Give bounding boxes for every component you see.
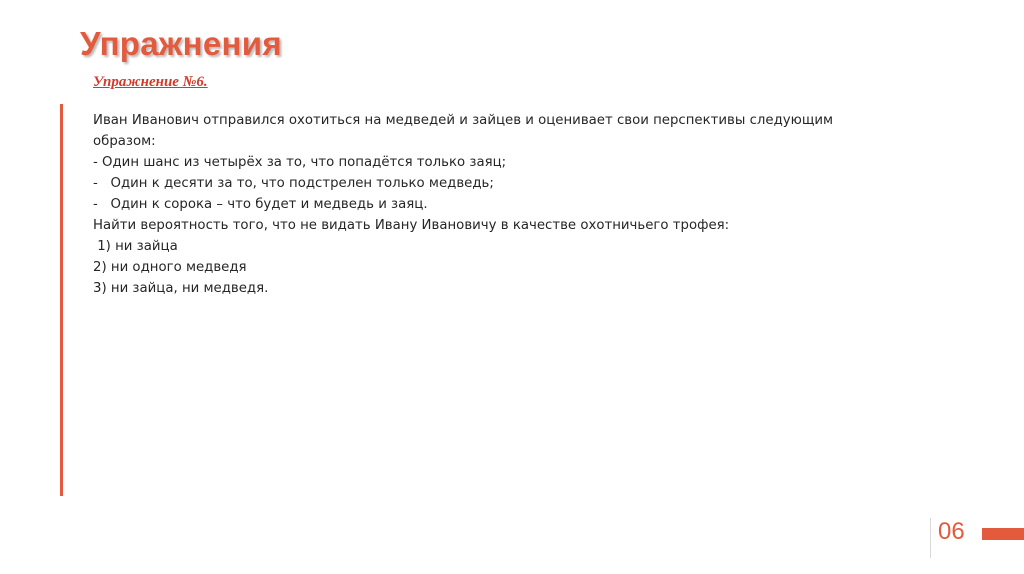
paragraph-line: - Один шанс из четырёх за то, что попадётся только заяц; bbox=[93, 155, 507, 170]
paragraph-line: Найти вероятность того, что не видать Ивану Ивановичу в качестве охотничьего трофея: bbox=[93, 218, 730, 233]
accent-vertical-line bbox=[60, 104, 63, 496]
paragraph-line: - Один к десяти за то, что подстрелен только медведь; bbox=[93, 176, 494, 191]
slide-title: Упражнения bbox=[80, 25, 282, 62]
list-item: 2) ни одного медведя bbox=[93, 260, 247, 275]
page-accent-bar bbox=[982, 528, 1024, 540]
exercise-body bbox=[93, 110, 873, 299]
paragraph-line: - Один к сорока – что будет и медведь и заяц. bbox=[93, 197, 428, 212]
footer-divider bbox=[930, 518, 931, 558]
exercise-heading: Упражнение №6. bbox=[93, 74, 208, 90]
paragraph-line: Иван Иванович отправился охотиться на медведей и зайцев и оценивает свои перспективы следующим bbox=[93, 113, 834, 128]
list-item: 1) ни зайца bbox=[93, 239, 178, 254]
paragraph-line: образом: bbox=[93, 134, 156, 149]
page-number: 06 bbox=[938, 518, 965, 545]
list-item: 3) ни зайца, ни медведя. bbox=[93, 281, 269, 296]
